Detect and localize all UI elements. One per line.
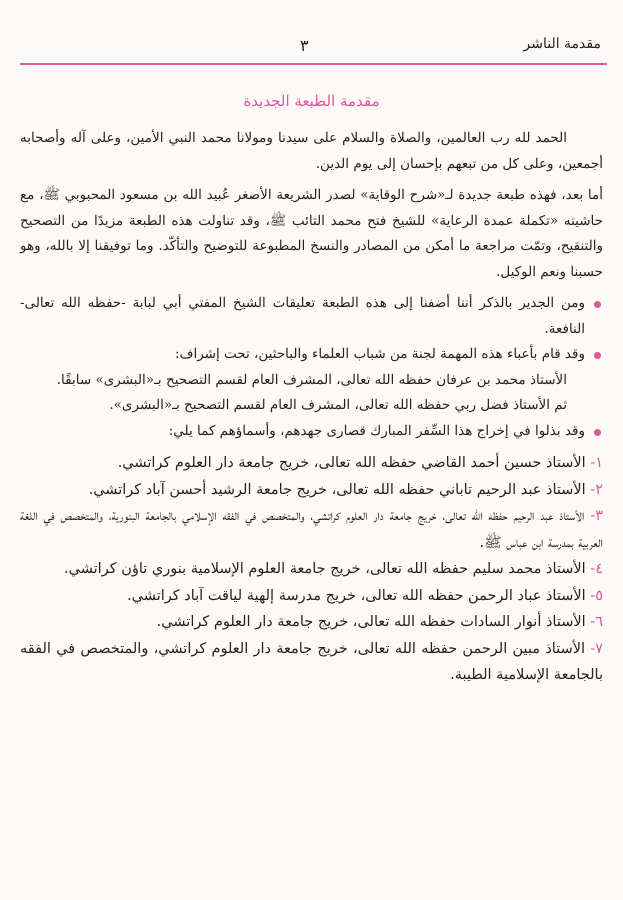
team-number: ٤- [590, 561, 603, 577]
team-number: ٣- [590, 508, 604, 524]
team-number: ١- [590, 455, 603, 471]
bullet-text: وقد قام بأعباء هذه المهمة لجنة من شباب العلماء والباحثين، تحت إشراف: [174, 346, 585, 362]
bullet-item [20, 419, 603, 445]
team-member [20, 450, 603, 477]
supervisor-line: ثم الأستاذ فضل ربي حفظه الله تعالى، المشرف العام لقسم التصحيح بـ«البشرى». [109, 397, 567, 413]
supervisor-line: الأستاذ محمد بن عرفان حفظه الله تعالى، المشرف العام لقسم التصحيح بـ«البشرى» سابقًا. [56, 371, 567, 388]
intro-paragraph-1: الحمد لله رب العالمين، والصلاة والسلام على سيدنا ومولانا محمد النبي الأمين، وعلى آله وأصحابه أجمعين، وعلى كل من تبعهم بإحسان إلى يوم الدين. [20, 130, 603, 172]
body-text [20, 126, 603, 689]
team-text: الأستاذ عبد الرحيم حفظه الله تعالى، خريج جامعة دار العلوم كراتشي، والمتخصص في الفقه الإسلامي بالجامعة البنورية، والمتخصص في اللغة العربية بمدرسة ابن عباس ﷺ. [20, 508, 603, 551]
bullet-dot-icon [594, 352, 601, 359]
team-member [20, 636, 603, 689]
team-number: ٢- [590, 481, 603, 498]
team-member [20, 583, 603, 610]
team-text: الأستاذ عبد الرحيم تاباني حفظه الله تعالى، خريج جامعة الرشيد أحسن آباد كراتشي. [88, 481, 586, 498]
bullet-text: ومن الجدير بالذكر أننا أضفنا إلى هذه الطبعة تعليقات الشيخ المفتي أبي لبابة -حفظه الله تعالى- النافعة. [20, 295, 585, 337]
team-text: الأستاذ حسين أحمد القاضي حفظه الله تعالى، خريج جامعة دار العلوم كراتشي. [117, 455, 586, 471]
section-heading: مقدمة الطبعة الجديدة [243, 92, 380, 110]
team-member [20, 477, 603, 504]
team-number: ٥- [590, 587, 603, 604]
team-number: ٧- [590, 640, 603, 657]
team-member [20, 503, 603, 556]
team-text: الأستاذ عباد الرحمن حفظه الله تعالى، خريج مدرسة إلهية لياقت آباد كراتشي. [127, 587, 586, 604]
running-header-title: مقدمة الناشر [523, 36, 601, 52]
team-text: الأستاذ مبين الرحمن حفظه الله تعالى، خريج جامعة دار العلوم كراتشي، والمتخصص في الفقه بالجامعة الإسلامية الطيبة. [20, 640, 603, 683]
intro-paragraph-2: أما بعد، فهذه طبعة جديدة لـ«شرح الوقاية» لصدر الشريعة الأصغر عُبيد الله بن مسعود المحبوبي ﷺ، مع حاشيته «تكملة عمدة الرعاية» للشيخ فتح محمد التائب ﷺ، وقد تناولت هذه الطبعة مزيدًا من التصحيح والتنقيح، وتمّت مراجعة ما أمكن من المصادر والنسخ المطبوعة للتوضيح والتأكّد. وما توفيقنا إلا بالله، وهو حسبنا ونعم الوكيل. [20, 187, 603, 280]
team-text: الأستاذ أنوار السادات حفظه الله تعالى، خريج جامعة دار العلوم كراتشي. [156, 614, 586, 630]
bullet-item [20, 291, 603, 342]
team-member [20, 556, 603, 583]
bullet-dot-icon [594, 429, 601, 436]
team-number: ٦- [590, 614, 603, 630]
bullet-text: وقد بذلوا في إخراج هذا السِّفر المبارك قصارى جهدهم، وأسماؤهم كما يلي: [168, 422, 585, 439]
team-text: الأستاذ محمد سليم حفظه الله تعالى، خريج جامعة العلوم الإسلامية بنوري تاؤن كراتشي. [64, 561, 586, 577]
header-rule [20, 63, 607, 65]
page-number: ٣ [300, 36, 309, 55]
team-member [20, 609, 603, 636]
bullet-dot-icon [594, 301, 601, 308]
bullet-item [20, 342, 603, 368]
